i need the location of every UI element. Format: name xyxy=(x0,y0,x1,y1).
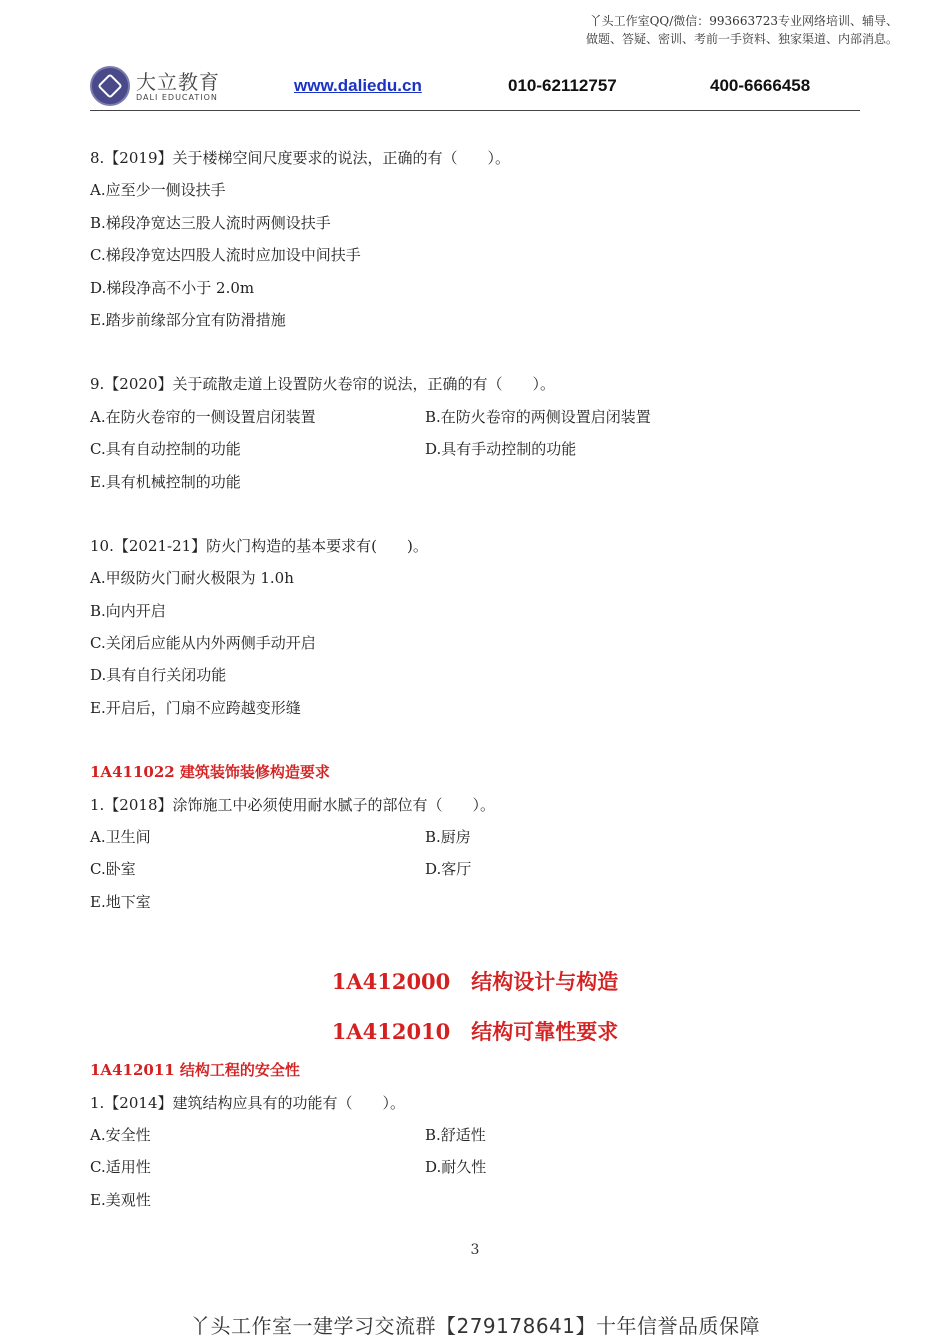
question-10-option-d: D.具有自行关闭功能 xyxy=(90,666,227,685)
question-decor-stem: 1.【2018】涂饰施工中必须使用耐水腻子的部位有（ ）。 xyxy=(90,795,495,814)
question-8-option-e: E.踏步前缘部分宜有防滑措施 xyxy=(90,310,286,329)
question-8-option-c: C.梯段净宽达四股人流时应加设中间扶手 xyxy=(90,246,361,265)
phone-number-2: 400-6666458 xyxy=(710,76,811,95)
question-10-option-c: C.关闭后应能从内外两侧手动开启 xyxy=(90,634,316,653)
question-8-stem: 8.【2019】关于楼梯空间尺度要求的说法，正确的有（ ）。 xyxy=(90,149,510,167)
question-struct-option-d: D.耐久性 xyxy=(425,1158,487,1177)
question-decor-option-e: E.地下室 xyxy=(90,892,151,911)
chapter-title: 1A412000 结构设计与构造 xyxy=(331,969,619,995)
question-8-option-d: D.梯段净高不小于 2.0m xyxy=(90,278,255,297)
phone-number-1: 010-62112757 xyxy=(508,76,617,95)
question-decor-option-d: D.客厅 xyxy=(425,860,472,879)
question-8-option-a: A.应至少一侧设扶手 xyxy=(90,181,226,200)
question-9-option-c: C.具有自动控制的功能 xyxy=(90,440,241,459)
logo xyxy=(90,66,220,106)
website-link[interactable]: www.daliedu.cn xyxy=(294,76,422,95)
question-9-stem: 9.【2020】关于疏散走道上设置防火卷帘的说法，正确的有（ ）。 xyxy=(90,375,555,394)
question-decor-option-c: C.卧室 xyxy=(90,860,136,879)
question-10-option-a: A.甲级防火门耐火极限为 1.0h xyxy=(90,569,294,588)
question-10-option-e: E.开启后，门扇不应跨越变形缝 xyxy=(90,698,301,717)
page-header xyxy=(90,66,860,111)
question-10-stem: 10.【2021-21】防火门构造的基本要求有( )。 xyxy=(90,536,428,555)
question-9-option-d: D.具有手动控制的功能 xyxy=(425,440,577,459)
question-struct-option-a: A.安全性 xyxy=(90,1125,151,1144)
question-struct-option-c: C.适用性 xyxy=(90,1158,151,1177)
question-9-option-b: B.在防火卷帘的两侧设置启闭装置 xyxy=(425,407,651,426)
question-struct-option-b: B.舒适性 xyxy=(425,1125,486,1144)
document-body xyxy=(90,148,860,1222)
page-number: 3 xyxy=(470,1242,480,1258)
question-struct-option-e: E.美观性 xyxy=(90,1190,151,1209)
chapter-subtitle: 1A412010 结构可靠性要求 xyxy=(331,1019,619,1045)
logo-english-name: DALI EDUCATION xyxy=(136,92,218,102)
section-heading-1a412011: 1A412011 结构工程的安全性 xyxy=(90,1061,300,1080)
top-note-line2: 做题、答疑、密训、考前一手资料、独家渠道、内部消息。 xyxy=(585,32,898,46)
question-decor-option-b: B.厨房 xyxy=(425,828,471,847)
section-heading-1a411022: 1A411022 建筑装饰装修构造要求 xyxy=(90,763,330,782)
question-9-option-e: E.具有机械控制的功能 xyxy=(90,472,241,491)
question-decor-option-a: A.卫生间 xyxy=(90,828,151,847)
question-9-option-a: A.在防火卷帘的一侧设置启闭装置 xyxy=(90,407,316,426)
page-footer: 丫头工作室一建学习交流群【279178641】十年信誉品质保障 xyxy=(189,1314,761,1338)
question-struct-stem: 1.【2014】建筑结构应具有的功能有（ ）。 xyxy=(90,1093,405,1112)
question-10-option-b: B.向内开启 xyxy=(90,601,166,620)
logo-emblem-icon xyxy=(90,66,130,106)
logo-chinese-name: 大立教育 xyxy=(136,69,220,94)
question-8-option-b: B.梯段净宽达三股人流时两侧设扶手 xyxy=(90,213,331,232)
top-note-line1: 丫头工作室QQ/微信：993663723专业网络培训、辅导、 xyxy=(589,14,898,28)
top-note xyxy=(538,12,898,48)
